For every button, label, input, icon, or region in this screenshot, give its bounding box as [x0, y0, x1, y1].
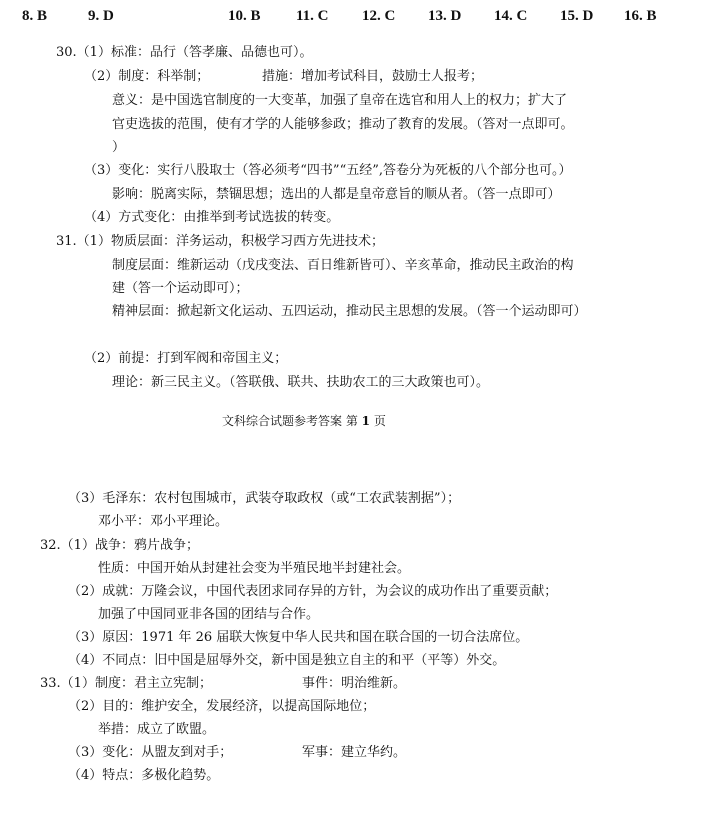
- q33-line-4b: 军事：建立华约。: [302, 745, 407, 760]
- choice-answers-row: [0, 8, 705, 30]
- answer-16: 16. B: [624, 8, 657, 24]
- answer-10: 10. B: [228, 8, 261, 24]
- q30-line-8: （4）方式变化：由推举到考试选拔的转变。: [84, 210, 340, 225]
- q33-line-1b: 事件：明治维新。: [302, 676, 407, 691]
- answer-9: 9. D: [88, 8, 114, 24]
- answer-15: 15. D: [560, 8, 594, 24]
- q32-line-1: 32.（1）战争：鸦片战争；: [40, 538, 199, 553]
- q30-line-4: 官吏选拔的范围，使有才学的人能够参政；推动了教育的发展。（答对一点即可。: [112, 117, 574, 132]
- q32-line-5: （3）原因：1971 年 26 届联大恢复中华人民共和国在联合国的一切合法席位。: [68, 630, 529, 645]
- q31-line-2: 制度层面：维新运动（戊戌变法、百日维新皆可）、辛亥革命，推动民主政治的构: [112, 258, 574, 273]
- q31-line-4: 精神层面：掀起新文化运动、五四运动，推动民主思想的发展。（答一个运动即可）: [112, 304, 587, 319]
- q31-line-6: 理论：新三民主义。（答联俄、联共、扶助农工的三大政策也可）。: [112, 375, 490, 390]
- footer-suffix: 页: [373, 414, 386, 428]
- q33-line-2: （2）目的：维护安全，发展经济，以提高国际地位；: [68, 699, 376, 714]
- answer-13: 13. D: [428, 8, 462, 24]
- q31-line-5: （2）前提：打到军阀和帝国主义；: [84, 351, 288, 366]
- q30-line-2a: （2）制度：科举制；: [84, 69, 210, 84]
- page-footer: [222, 412, 386, 429]
- answer-12: 12. C: [362, 8, 396, 24]
- q31-line-8: 邓小平：邓小平理论。: [98, 514, 229, 529]
- q33-line-4a: （3）变化：从盟友到对手；: [68, 745, 233, 760]
- q33-line-3: 举措：成立了欧盟。: [98, 722, 216, 737]
- q30-line-6: （3）变化：实行八股取士（答必须考“四书”“五经”,答卷分为死板的八个部分也可。）: [84, 163, 572, 178]
- q30-line-1: 30.（1）标准：品行（答孝廉、品德也可）。: [56, 45, 313, 60]
- q30-line-3: 意义：是中国选官制度的一大变革，加强了皇帝在选官和用人上的权力；扩大了: [112, 93, 568, 108]
- answer-11: 11. C: [296, 8, 329, 24]
- q31-line-3: 建（答一个运动即可）；: [112, 281, 249, 296]
- q30-line-5: ）: [112, 140, 126, 155]
- footer-text: 文科综合试题参考答案 第: [222, 414, 358, 428]
- footer-page-number: 1: [361, 414, 371, 428]
- q31-line-1: 31.（1）物质层面：洋务运动，积极学习西方先进技术；: [56, 234, 384, 249]
- q32-line-4: 加强了中国同亚非各国的团结与合作。: [98, 607, 320, 622]
- q32-line-6: （4）不同点：旧中国是屈辱外交，新中国是独立自主的和平（平等）外交。: [68, 653, 506, 668]
- q31-line-7: （3）毛泽东：农村包围城市，武装夺取政权（或“工农武装割据”）；: [68, 491, 461, 506]
- q30-line-7: 影响：脱离实际，禁锢思想；选出的人都是皇帝意旨的顺从者。（答一点即可）: [112, 187, 561, 202]
- answer-8: 8. B: [22, 8, 48, 24]
- q33-line-1a: 33.（1）制度：君主立宪制；: [40, 676, 212, 691]
- q33-line-5: （4）特点：多极化趋势。: [68, 768, 220, 783]
- answer-14: 14. C: [494, 8, 528, 24]
- q32-line-2: 性质：中国开始从封建社会变为半殖民地半封建社会。: [98, 561, 411, 576]
- q30-line-2b: 措施：增加考试科目，鼓励士人报考；: [262, 69, 484, 84]
- q32-line-3: （2）成就：万隆会议，中国代表团求同存异的方针，为会议的成功作出了重要贡献；: [68, 584, 558, 599]
